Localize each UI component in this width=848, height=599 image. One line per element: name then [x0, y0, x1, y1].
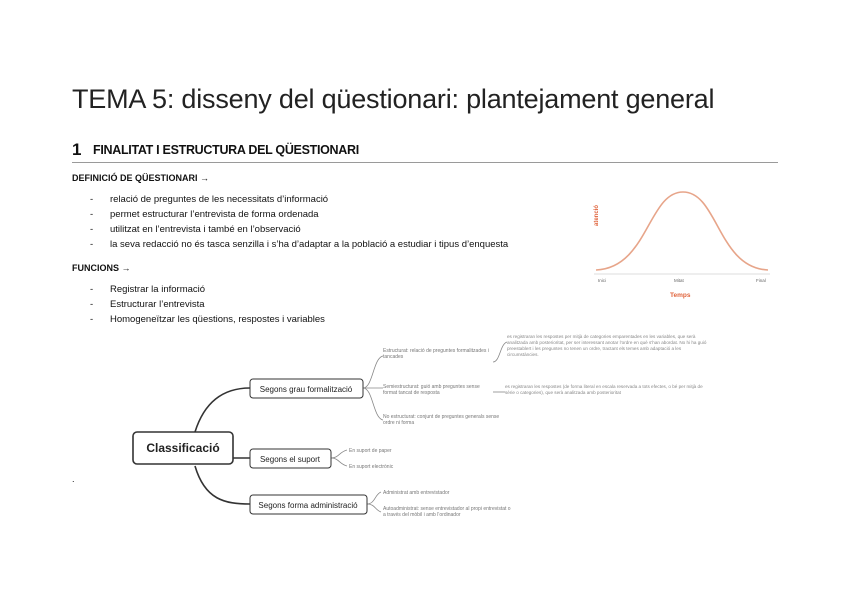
- page-title: TEMA 5: disseny del qüestionari: plantejament general: [72, 84, 715, 114]
- branch-node: Segons forma administració: [258, 501, 358, 510]
- attention-curve-chart: [588, 182, 778, 304]
- leaf-node: En suport de paper: [349, 448, 392, 454]
- tick-label: Mitat: [674, 278, 684, 283]
- y-axis-label: atenció: [594, 204, 600, 226]
- section-title: FINALITAT I ESTRUCTURA DEL QÜESTIONARI: [93, 143, 359, 157]
- list-item: - Estructurar l’entrevista: [90, 297, 325, 312]
- funcions-list: [90, 282, 325, 327]
- leaf-node: En suport electrònic: [349, 464, 394, 470]
- tick-label: Final: [756, 278, 766, 283]
- branch-node: Segons el suport: [259, 455, 321, 464]
- list-item: - relació de preguntes de les necessitats d’informació: [90, 192, 508, 207]
- funcions-label: FUNCIONS →: [72, 263, 131, 273]
- list-item: - Homogeneïtzar les qüestions, respostes i variables: [90, 312, 325, 327]
- list-item: - la seva redacció no és tasca senzilla i s’ha d’adaptar a la població a estudiar i tipus d’enquesta: [90, 237, 508, 252]
- classification-mindmap: [125, 330, 715, 540]
- section-divider: [72, 162, 778, 163]
- leaf-detail: es registraran les respostes (de forma literal en escala reservada a tots efectes, o bé per mitjà de sèrie o categories), que serà analitzada amb posterioritat: [505, 384, 703, 395]
- section-number: 1: [72, 140, 82, 159]
- branch-node: Segons grau formalització: [259, 385, 353, 394]
- leaf-node: Autoadministrat: sense entrevistador al propi entrevistat o a través del mòbil i amb l’ordinador: [383, 506, 511, 518]
- root-node: Classificació: [146, 441, 220, 455]
- definicio-label: DEFINICIÓ DE QÜESTIONARI →: [72, 173, 210, 183]
- attention-curve: [596, 192, 768, 270]
- stray-mark: .: [72, 474, 75, 484]
- leaf-node: No estructurat: conjunt de preguntes generals sense ordre ni forma: [383, 414, 500, 426]
- definicio-list: [90, 192, 508, 252]
- leaf-node: Estructurat: relació de preguntes formalitzades i tancades: [383, 348, 489, 360]
- leaf-node: Administrat amb entrevistador: [383, 490, 450, 496]
- list-item: - permet estructurar l’entrevista de forma ordenada: [90, 207, 508, 222]
- leaf-detail: es registraran les respostes per mitjà de categories emparentades en les variables, que serà analitzada amb posterioritat, per ser interessant anotar l’ordre en què s’han abordat. No hi ha guió preestablert i les preguntes no tenen un ordre, tractant els temes amb adaptació a les circumstàncies.: [507, 334, 707, 357]
- x-axis-label: Temps: [670, 292, 691, 299]
- leaf-node: Semiestructurat: guió amb preguntes sense format tancat de resposta: [383, 384, 480, 396]
- list-item: - utilitzat en l’entrevista i també en l’observació: [90, 222, 508, 237]
- tick-label: Inici: [598, 278, 607, 283]
- list-item: - Registrar la informació: [90, 282, 325, 297]
